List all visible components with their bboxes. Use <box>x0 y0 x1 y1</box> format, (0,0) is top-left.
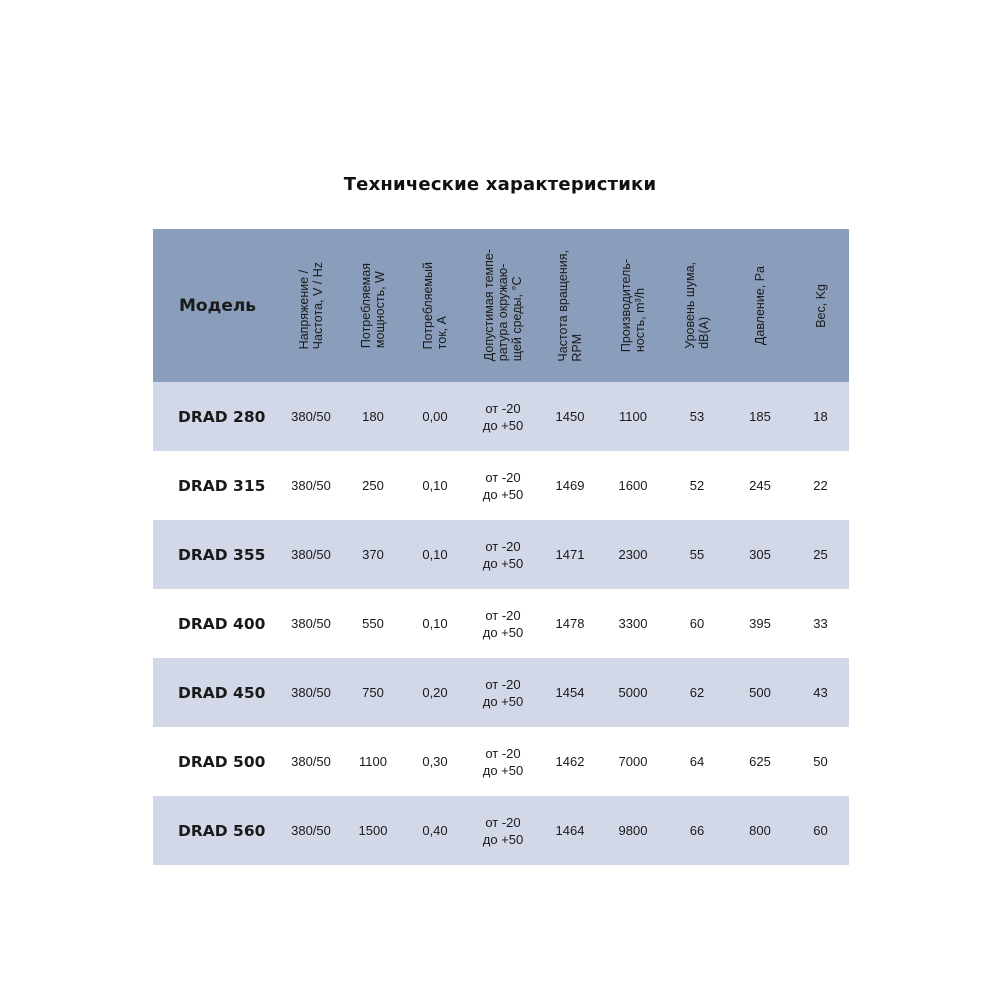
header-current <box>404 229 466 382</box>
cell-rpm: 1469 <box>555 478 585 493</box>
cell-model: DRAD 560 <box>178 821 266 840</box>
cell-current: 0,20 <box>422 685 448 700</box>
cell-airflow: 1100 <box>619 409 647 424</box>
header-voltage <box>280 229 342 382</box>
cell-airflow: 9800 <box>618 823 648 838</box>
cell-temperature <box>466 727 540 796</box>
cell-voltage: 380/50 <box>291 685 331 700</box>
cell-current: 0,10 <box>422 478 448 493</box>
header-noise-line: Уровень шума, <box>683 262 697 349</box>
cell-weight: 43 <box>813 685 828 700</box>
cell-noise: 53 <box>689 409 705 424</box>
temp-to: до +50 <box>482 417 524 433</box>
temp-from: от -20 <box>485 400 521 416</box>
cell-weight: 18 <box>813 409 828 424</box>
header-airflow-line: ность, m³/h <box>633 287 647 353</box>
cell-airflow: 7000 <box>618 754 648 769</box>
cell-voltage: 380/50 <box>291 823 331 838</box>
cell-pressure: 800 <box>749 823 771 838</box>
temp-to: до +50 <box>482 831 524 847</box>
cell-rpm: 1464 <box>555 823 585 838</box>
cell-model: DRAD 450 <box>178 683 266 702</box>
header-noise <box>666 229 728 382</box>
temp-to: до +50 <box>482 762 524 778</box>
header-weight-line: Вес, Kg <box>813 283 828 328</box>
cell-current: 0,00 <box>422 409 448 424</box>
cell-rpm: 1471 <box>555 547 585 562</box>
temp-from: от -20 <box>485 538 521 554</box>
cell-model: DRAD 500 <box>178 752 266 771</box>
cell-airflow: 5000 <box>618 685 648 700</box>
table-row <box>153 796 849 865</box>
cell-airflow: 2300 <box>618 547 648 562</box>
temp-to: до +50 <box>482 693 524 709</box>
cell-temperature <box>466 589 540 658</box>
cell-current: 0,40 <box>422 823 448 838</box>
cell-pressure: 305 <box>749 547 771 562</box>
temp-from: от -20 <box>485 607 521 623</box>
cell-airflow: 3300 <box>618 616 648 631</box>
header-temperature-line: Допустимая темпе- <box>482 249 496 362</box>
cell-model: DRAD 400 <box>178 614 266 633</box>
table-row <box>153 451 849 520</box>
temp-to: до +50 <box>482 486 524 502</box>
cell-temperature <box>466 451 540 520</box>
cell-weight: 22 <box>813 478 828 493</box>
cell-weight: 25 <box>813 547 828 562</box>
cell-pressure: 245 <box>749 478 771 493</box>
cell-noise: 64 <box>689 754 705 769</box>
cell-temperature <box>466 382 540 451</box>
header-voltage-line: Напряжение / <box>297 269 311 350</box>
cell-weight: 60 <box>813 823 828 838</box>
cell-power: 370 <box>362 547 384 562</box>
cell-noise: 60 <box>689 616 705 631</box>
header-voltage-line: Частота, V / Hz <box>311 261 325 350</box>
cell-current: 0,10 <box>422 547 448 562</box>
cell-temperature <box>466 796 540 865</box>
temp-from: от -20 <box>485 676 521 692</box>
cell-voltage: 380/50 <box>291 478 331 493</box>
cell-temperature <box>466 658 540 727</box>
header-noise-line: dB(A) <box>697 316 711 349</box>
cell-pressure: 185 <box>749 409 771 424</box>
cell-pressure: 395 <box>749 616 771 631</box>
cell-noise: 62 <box>689 685 705 700</box>
page-title: Технические характеристики <box>343 174 657 195</box>
header-power <box>342 229 404 382</box>
cell-power: 250 <box>362 478 384 493</box>
cell-temperature <box>466 520 540 589</box>
cell-voltage: 380/50 <box>291 754 331 769</box>
header-temperature-line: щей среды, °C <box>510 276 524 362</box>
cell-weight: 33 <box>813 616 828 631</box>
header-temperature <box>466 229 540 382</box>
cell-model: DRAD 280 <box>178 407 266 426</box>
table-row <box>153 727 849 796</box>
header-airflow-line: Производитель- <box>619 258 633 353</box>
header-weight <box>792 229 849 382</box>
cell-rpm: 1478 <box>555 616 585 631</box>
spec-table <box>153 229 849 865</box>
header-pressure-line: Давление, Pa <box>753 265 767 346</box>
header-power-line: Потребляемая <box>359 262 373 349</box>
header-rpm-line: Частота вращения, <box>556 249 570 362</box>
header-pressure <box>728 229 792 382</box>
cell-power: 1500 <box>358 823 388 838</box>
table-row <box>153 520 849 589</box>
cell-noise: 52 <box>689 478 705 493</box>
header-power-line: мощность, W <box>373 271 387 349</box>
cell-rpm: 1450 <box>555 409 585 424</box>
temp-from: от -20 <box>485 469 521 485</box>
cell-voltage: 380/50 <box>291 547 331 562</box>
cell-power: 550 <box>362 616 384 631</box>
cell-noise: 66 <box>689 823 705 838</box>
cell-pressure: 625 <box>749 754 771 769</box>
header-rpm-line: RPM <box>570 333 584 362</box>
cell-weight: 50 <box>813 754 828 769</box>
cell-voltage: 380/50 <box>291 616 331 631</box>
cell-current: 0,30 <box>422 754 448 769</box>
header-row <box>153 229 849 382</box>
cell-current: 0,10 <box>422 616 448 631</box>
table-row <box>153 658 849 727</box>
cell-model: DRAD 315 <box>178 476 266 495</box>
header-current-line: Потребляемый <box>421 261 435 350</box>
cell-noise: 55 <box>689 547 705 562</box>
header-current-line: ток, A <box>435 315 449 350</box>
cell-rpm: 1454 <box>555 685 585 700</box>
cell-power: 1100 <box>359 754 387 769</box>
cell-model: DRAD 355 <box>178 545 266 564</box>
temp-from: от -20 <box>485 745 521 761</box>
table-row <box>153 382 849 451</box>
table-row <box>153 589 849 658</box>
header-airflow <box>600 229 666 382</box>
cell-power: 750 <box>362 685 384 700</box>
header-temperature-line: ратура окружаю- <box>496 264 510 362</box>
temp-to: до +50 <box>482 555 524 571</box>
cell-pressure: 500 <box>749 685 771 700</box>
header-model: Модель <box>179 295 257 316</box>
cell-airflow: 1600 <box>618 478 648 493</box>
cell-rpm: 1462 <box>555 754 585 769</box>
temp-from: от -20 <box>485 814 521 830</box>
cell-voltage: 380/50 <box>291 409 331 424</box>
cell-power: 180 <box>362 409 384 424</box>
header-rpm <box>540 229 600 382</box>
temp-to: до +50 <box>482 624 524 640</box>
